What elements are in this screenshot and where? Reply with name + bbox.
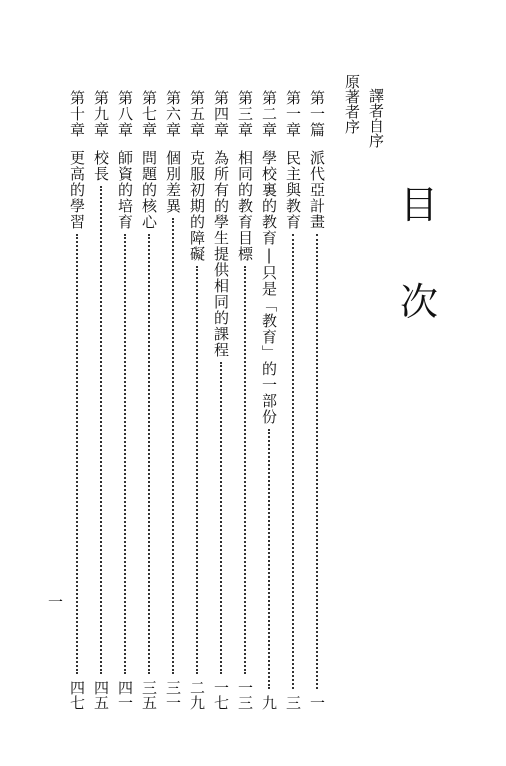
entry-title: 師資的培育 [116,150,134,230]
entry-page: 四五 [92,680,110,710]
entry-page: 九 [260,695,278,710]
toc-title-char-2: 次 [400,280,439,324]
page-folio: 一 [46,594,64,609]
entry-chapter: 第七章 [140,90,158,138]
dot-leader [268,429,270,689]
entry-chapter: 第六章 [164,90,182,138]
entry-page: 一三 [236,680,254,710]
toc-entry [90,90,112,710]
toc-entry [138,90,160,710]
toc-entry [306,90,328,710]
entry-page: 二九 [188,680,206,710]
dot-leader [76,234,78,674]
dot-leader [100,186,102,674]
entry-chapter: 第四章 [212,90,230,138]
dot-leader [292,234,294,689]
entry-page: 一七 [212,680,230,710]
toc-entry [258,90,280,710]
entry-page: 三 [284,695,302,710]
entry-chapter: 第八章 [116,90,134,138]
entry-title: 學校裏的教育|只是「教育」的一部份 [260,150,278,425]
entry-page: 三一 [164,680,182,710]
toc-entry [66,90,88,710]
entry-chapter: 第三章 [236,90,254,138]
dot-leader [124,234,126,674]
entry-chapter: 第九章 [92,90,110,138]
entry-title: 問題的核心 [140,150,158,230]
toc-entry [186,90,208,710]
entry-title: 相同的教育目標 [236,150,254,262]
entry-chapter: 第五章 [188,90,206,138]
dot-leader [196,266,198,674]
toc-entry [114,90,136,710]
entry-chapter: 第一章 [284,90,302,138]
entry-title: 為所有的學生提供相同的課程 [212,150,230,358]
entry-title: 更高的學習 [68,150,86,230]
toc-entry [234,90,256,710]
entry-title: 派代亞計畫 [308,150,326,230]
entry-title: 個別差異 [164,150,182,214]
entry-chapter: 第二章 [260,90,278,138]
toc-entry [210,90,232,710]
author-preface: 原著者序 [343,74,361,134]
dot-leader [220,362,222,674]
entry-title: 民主與教育 [284,150,302,230]
dot-leader [148,234,150,674]
dot-leader [172,218,174,674]
dot-leader [244,266,246,674]
entry-page: 四一 [116,680,134,710]
entry-title: 克服初期的障礙 [188,150,206,262]
entry-page: 三五 [140,680,158,710]
translator-preface: 譯者自序 [367,88,385,148]
dot-leader [316,234,318,689]
entry-page: 四七 [68,680,86,710]
entry-page: 一 [308,695,326,710]
toc-entry [162,90,184,710]
entry-chapter: 第十章 [68,90,86,138]
toc-entry [282,90,304,710]
toc-title-char-1: 目 [400,183,439,227]
entry-chapter: 第一篇 [308,90,326,138]
entry-title: 校長 [92,150,110,182]
